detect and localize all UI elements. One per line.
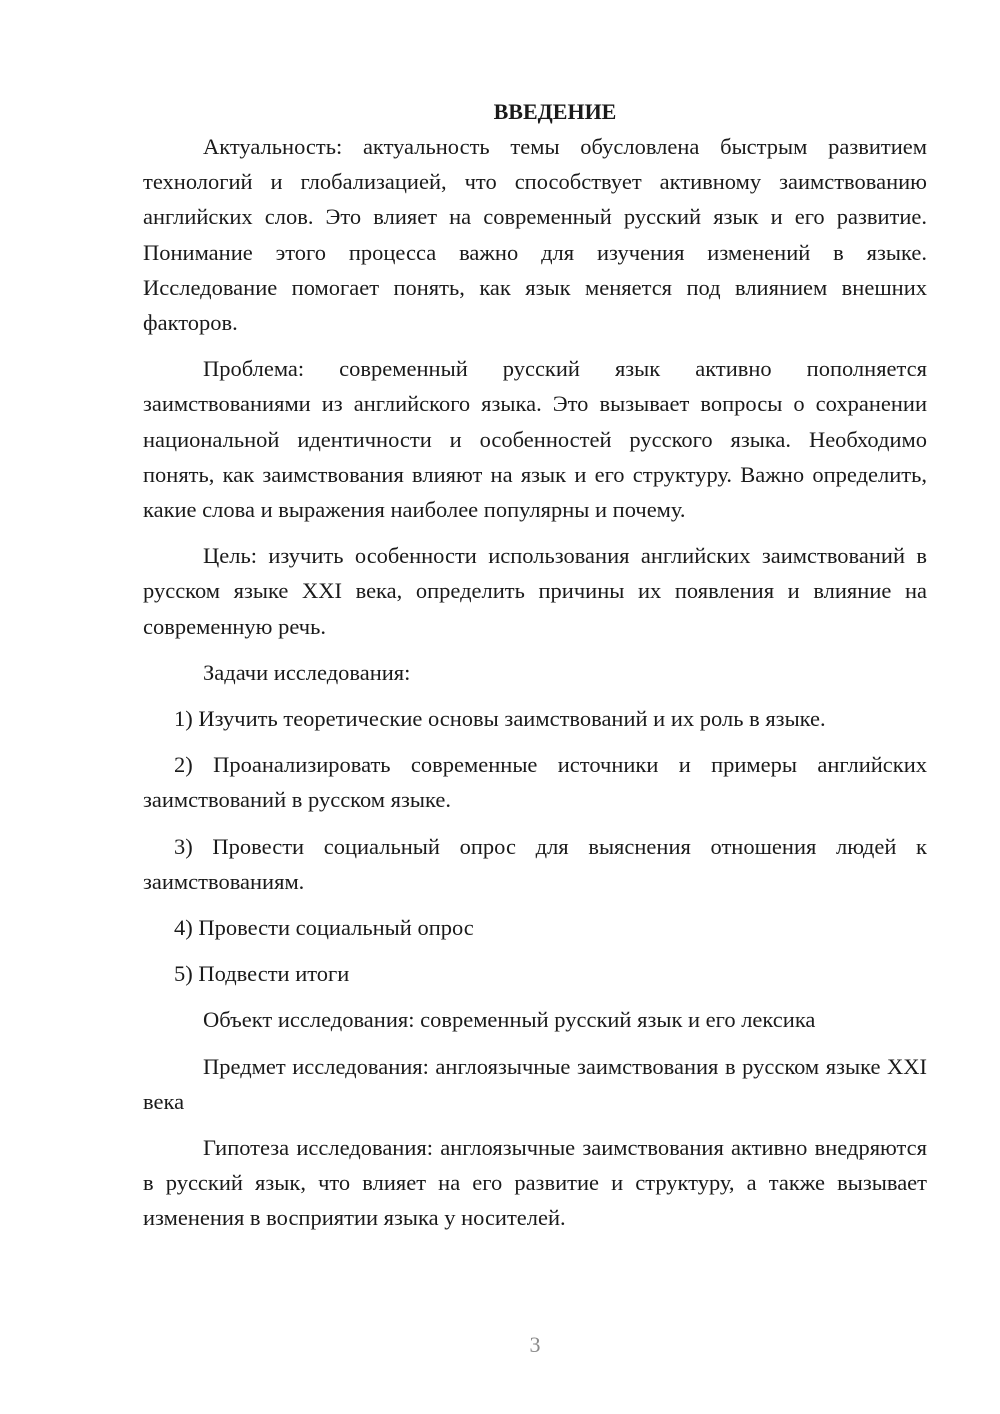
list-item: 1) Изучить теоретические основы заимствований и их роль в языке. — [174, 706, 826, 732]
paragraph-goal: Цель: изучить особенности использования английских заимствований в русском языке XXI века, определить причины их появления и влияние на современную речь. — [143, 543, 927, 639]
list-item: 3) Провести социальный опрос для выяснения отношения людей к заимствованиям. — [143, 833, 927, 894]
paragraph-tasks-heading: Задачи исследования: — [203, 659, 411, 685]
paragraph-relevance: Актуальность: актуальность темы обусловлена быстрым развитием технологий и глобализацией, что способствует активному заимствованию английских слов. Это влияет на современный русский язык и его развитие. Понимание этого процесса важно для изучения изменений в языке. Исследование помогает понять, как язык меняется под влиянием внешних факторов. — [143, 134, 927, 336]
paragraph-problem: Проблема: современный русский язык активно пополняется заимствованиями из английского языка. Это вызывает вопросы о сохранении национальной идентичности и особенностей русского языка. Необходимо понять, как заимствования влияют на язык и его структуру. Важно определить, какие слова и выражения наиболее популярны и почему. — [143, 356, 927, 523]
document-page — [143, 94, 927, 1247]
list-item: 5) Подвести итоги — [174, 961, 350, 987]
list-item: 4) Провести социальный опрос — [174, 915, 474, 941]
paragraph-object: Объект исследования: современный русский язык и его лексика — [203, 1007, 816, 1033]
page-number: 3 — [529, 1332, 541, 1357]
paragraph-hypothesis: Гипотеза исследования: англоязычные заимствования активно внедряются в русский язык, что влияет на его развитие и структуру, а также вызывает изменения в восприятии языка у носителей. — [143, 1135, 927, 1231]
paragraph-subject: Предмет исследования: англоязычные заимствования в русском языке XXI века — [143, 1053, 927, 1114]
list-item: 2) Проанализировать современные источники и примеры английских заимствований в русском языке. — [143, 752, 927, 813]
page-title: ВВЕДЕНИЕ — [493, 99, 617, 124]
